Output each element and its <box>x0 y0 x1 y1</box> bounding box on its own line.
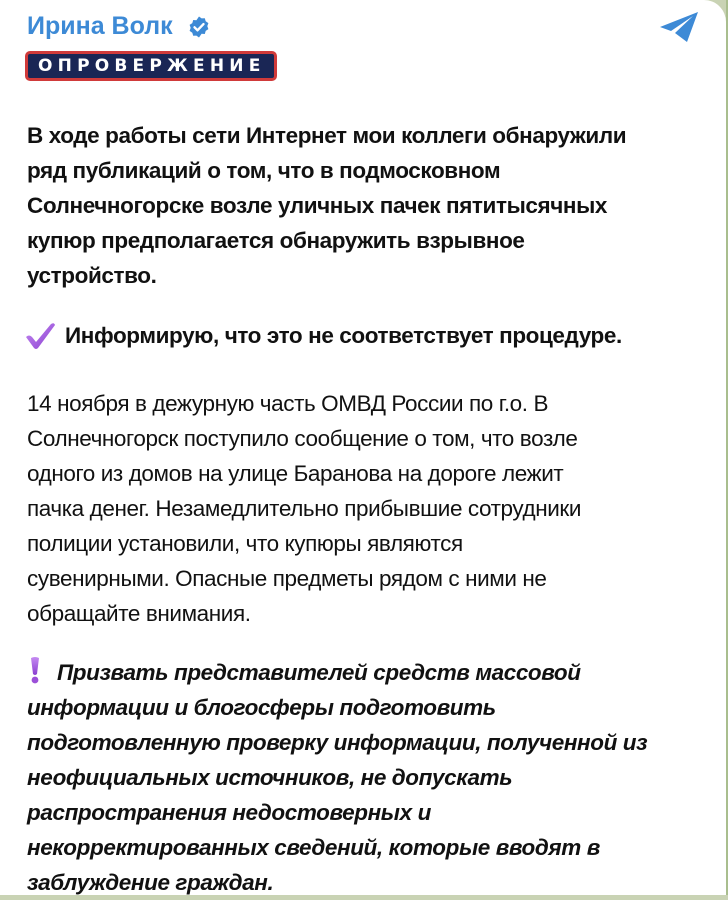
text-line: некорректированных сведений, которые вводят в <box>27 835 600 860</box>
telegram-icon[interactable] <box>658 10 700 46</box>
appeal-text: Призвать представителей средств массовой <box>57 660 581 685</box>
text-line: Солнечногорск поступило сообщение о том, что возле <box>27 426 578 451</box>
exclamation-icon <box>27 656 43 684</box>
text-line: 14 ноября в дежурную часть ОМВД России по г.о. В <box>27 391 549 416</box>
badge-label: ОПРОВЕРЖЕНИЕ <box>38 56 266 76</box>
text-line: подготовленную проверку информации, полученной из <box>27 730 648 755</box>
text-line: обращайте внимания. <box>27 601 251 626</box>
text-line: распространения недостоверных и <box>27 800 431 825</box>
verified-badge-icon <box>187 15 211 39</box>
text-line: пачка денег. Незамедлительно прибывшие сотрудники <box>27 496 582 521</box>
text-line: ряд публикаций о том, что в подмосковном <box>27 158 501 183</box>
paragraph-details <box>27 386 717 631</box>
author-name[interactable]: Ирина Волк <box>27 12 173 40</box>
text-line: неофициальных источников, не допускать <box>27 765 513 790</box>
text-line: сувенирными. Опасные предметы рядом с ними не <box>27 566 547 591</box>
text-line: купюр предполагается обнаружить взрывное <box>27 228 525 253</box>
text-line: одного из домов на улице Баранова на дороге лежит <box>27 461 564 486</box>
statement-text: Информирую, что это не соответствует процедуре. <box>65 323 622 348</box>
text-line: устройство. <box>27 263 157 288</box>
refutation-badge <box>25 51 277 81</box>
check-mark-icon <box>23 321 57 351</box>
text-line: В ходе работы сети Интернет мои коллеги обнаружили <box>27 123 627 148</box>
text-line: полиции установили, что купюры являются <box>27 531 463 556</box>
text-line: Солнечногорске возле уличных пачек пятитысячных <box>27 193 608 218</box>
paragraph-statement <box>27 318 717 353</box>
text-line: заблуждение граждан. <box>27 870 274 895</box>
author-header <box>27 12 211 41</box>
paragraph-intro <box>27 118 717 293</box>
text-line: информации и блогосферы подготовить <box>27 695 496 720</box>
paragraph-appeal <box>27 655 717 900</box>
text-line <box>27 655 717 690</box>
